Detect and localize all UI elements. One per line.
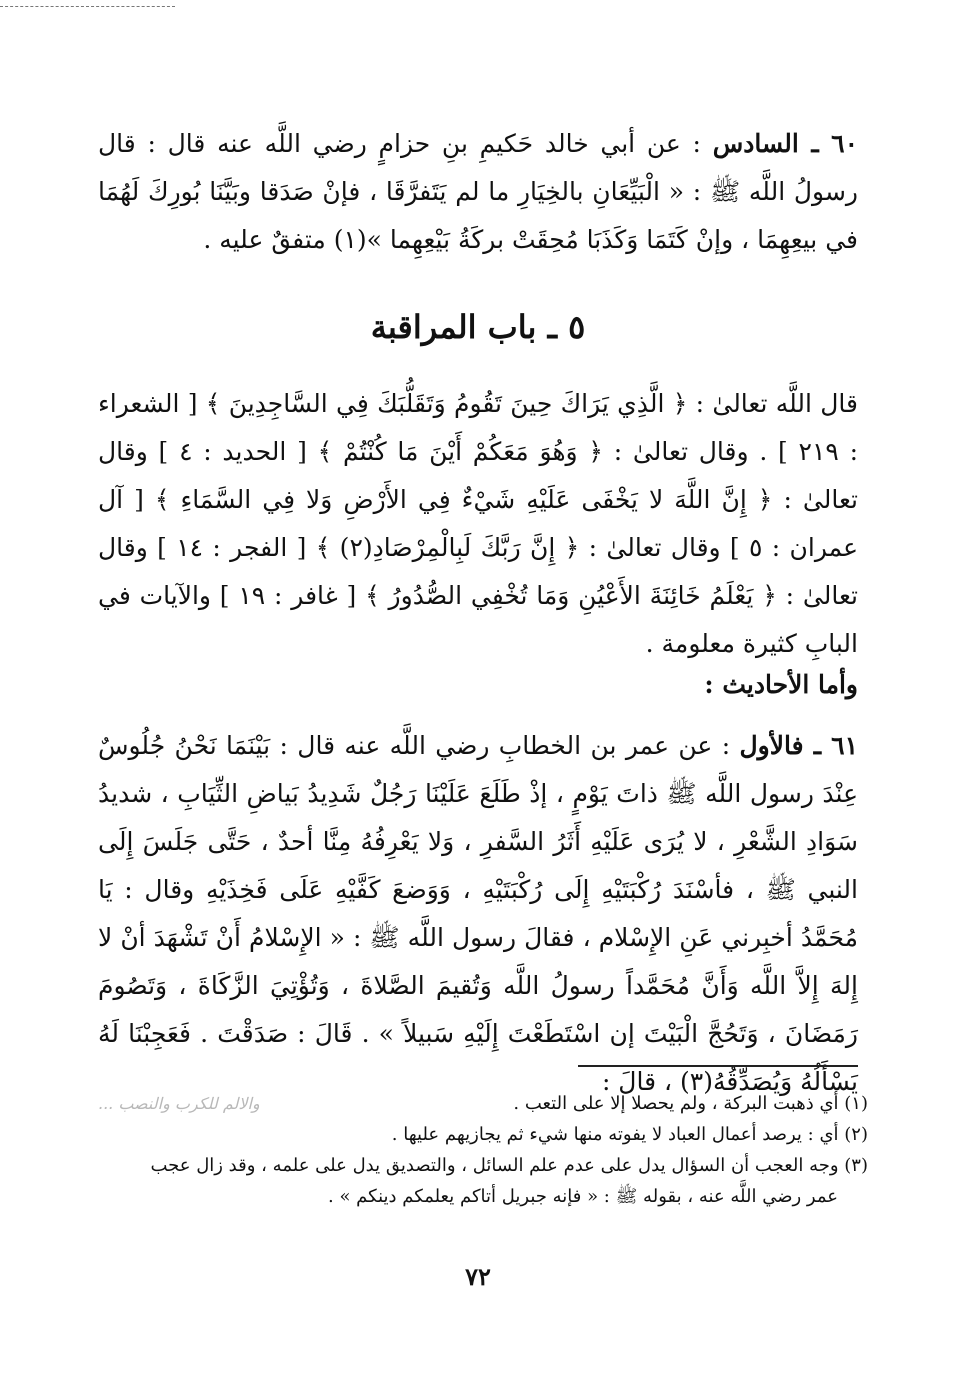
hadiths-subheading: وأما الأحاديث :	[704, 670, 858, 699]
section-title: ٥ ـ باب المراقبة	[370, 308, 586, 346]
hadith-60-paragraph	[98, 120, 858, 264]
footnote-1: (١) أي ذهبت البركة ، ولم يحصلا إلا على التعب .	[513, 1093, 868, 1114]
hadith-60-text: : عن أبي خالد حَكيمِ بنِ حزامٍ رضي اللَّه عنه قال : قال رسولُ اللَّه ﷺ : « الْبَيِّعَانِ بالخِيَارِ ما لم يَتَفرَّقَا ، فإنْ صَدَقا وبَيَّنَا بُورِكَ لَهُمَا في بيعِهِمَا ، وإنْ كَتَمَا وَكَذَبَا مُحِقَتْ بركَةُ بَيْعِهِما »(١) متفقٌ عليه .	[98, 129, 858, 254]
hadith-60-lead: ٦٠ ـ السادس	[712, 129, 858, 158]
hadith-61-text: : عن عمر بن الخطابِ رضي اللَّه عنه قال : بَيْنَمَا نَحْنُ جُلُوسٌ عِنْدَ رسول اللَّه ﷺ ذاتَ يَوْمٍ ، إذْ طَلَعَ عَلَيْنَا رَجُلٌ شَدِيدُ بَياضِ الثِّيَابِ ، شديدُ سَوَادِ الشَّعْرِ ، لا يُرَى عَلَيْهِ أَثَرُ السَّفرِ ، وَلا يَعْرِفُهُ مِنَّا أحدٌ ، حَتَّى جَلَسَ إِلَى النبي ﷺ ، فأسْنَدَ رُكْبَتَيْهِ إِلَى رُكْبَتَيْهِ ، وَوَضعَ كَفَّيْهِ عَلَى فَخِذَيْهِ وقال : يَا مُحَمَّدُ أخبِرني عَنِ الإِسْلام ، فقالَ رسول اللَّه ﷺ : « الإِسْلامُ أَنْ تَشْهَدَ أنْ لا إِلهَ إِلاَّ اللَّه وَأَنَّ مُحَمَّداً رسولُ اللَّه وَتُقيمَ الصَّلاةَ ، وَتُؤْتِيَ الزَّكَاةَ ، وَتَصُومَ رَمَضَانَ ، وَتَحُجَّ الْبَيْتَ إن اسْتَطَعْتَ إِلَيْهِ سَبيلاً » . قَالَ : صَدَقْتَ . فَعَجِبْنَا لَهُ يَسْأَلُهُ وَيُصَدِّقُهُ(٣) ، قالَ :	[98, 731, 858, 1096]
intro-paragraph: قال اللَّه تعالىٰ : ﴿ الَّذِي يَرَاكَ حِينَ تَقُومُ وَتَقَلُّبَكَ فِي السَّاجِدِينَ ﴾ [ الشعراء : ٢١٩ ] . وقال تعالىٰ : ﴿ وَهُوَ مَعَكُمْ أَيْنَ مَا كُنْتُمْ ﴾ [ الحديد : ٤ ] وقال تعالىٰ : ﴿ إِنَّ اللَّهَ لا يَخْفَى عَلَيْهِ شَيْءٌ فِي الأَرْضِ وَلا فِي السَّمَاءِ ﴾ [ آل عمران : ٥ ] وقال تعالىٰ : ﴿ إِنَّ رَبَّكَ لَبِالْمِرْصَادِ(٢) ﴾ [ الفجر : ١٤ ] وقال تعالىٰ : ﴿ يَعْلَمُ خَائِنَةَ الأَعْيُنِ وَمَا تُخْفِي الصُّدُورُ ﴾ [ غافر : ١٩ ] والآيات في البابِ كثيرة معلومة .	[98, 389, 859, 658]
hadith-61-lead: ٦١ ـ فالأول	[739, 731, 858, 760]
footnote-2: (٢) أي : يرصد أعمال العباد لا يفوته منها شيء ثم يجازيهم عليها .	[391, 1124, 868, 1145]
top-dashed-rule	[0, 6, 175, 7]
page-number: ٧٢	[465, 1262, 491, 1291]
handwritten-margin-note: والالم للكرب والنصب ...	[98, 1094, 260, 1113]
footnote-3-continuation: عمر رضي اللَّه عنه ، بقوله ﷺ : « فإنه جبريل أتاكم يعلمكم دينكم » .	[328, 1186, 838, 1207]
hadith-61-paragraph	[98, 722, 858, 1106]
footnote-separator	[578, 1065, 858, 1067]
footnote-3: (٣) وجه العجب أن السؤال يدل على عدم علم السائل ، والتصديق يدل على علمه ، وقد زال عجب	[150, 1155, 868, 1176]
